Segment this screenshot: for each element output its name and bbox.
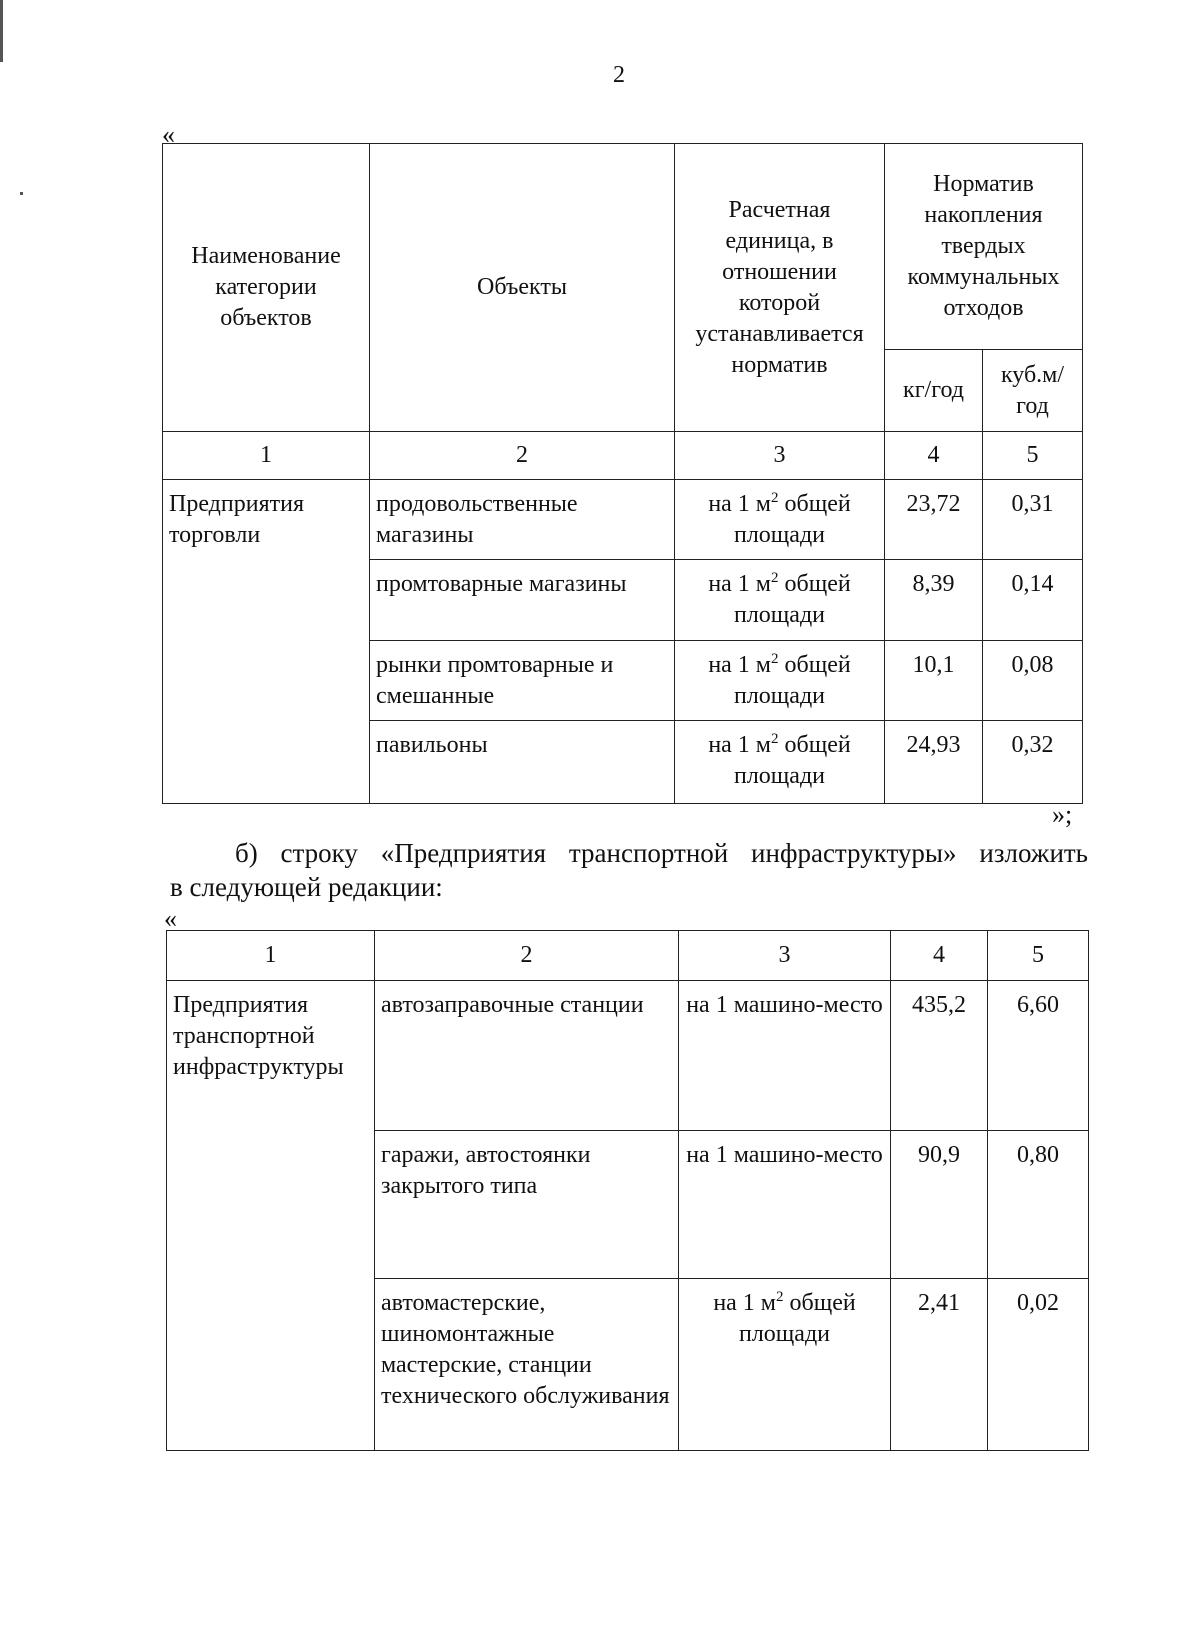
kg-value-cell: 2,41 [891, 1279, 988, 1451]
header-objects: Объекты [370, 144, 675, 432]
m3-value-cell: 0,08 [983, 641, 1083, 721]
unit-cell: на 1 $м^2$ общей площади [679, 1279, 891, 1451]
column-number: 4 [891, 931, 988, 981]
m3-value-cell: 0,02 [988, 1279, 1089, 1451]
norms-table-trade [162, 143, 1083, 804]
category-cell: Предприятия транспортной инфраструктуры [167, 981, 375, 1451]
kg-value-cell: 8,39 [885, 560, 983, 641]
paragraph-line: б) строку «Предприятия транспортной инфраструктуры» изложить [235, 838, 1088, 868]
kg-value-cell: 10,1 [885, 641, 983, 721]
unit-cell: на 1 машино-место [679, 1131, 891, 1279]
unit-cell: на 1 машино-место [679, 981, 891, 1131]
column-number: 2 [375, 931, 679, 981]
scan-edge-mark [0, 0, 3, 62]
norms-table-transport [166, 930, 1089, 1451]
closing-quote: »; [1052, 800, 1073, 829]
m3-value-cell: 0,80 [988, 1131, 1089, 1279]
object-cell: промтоварные магазины [370, 560, 675, 641]
object-cell: автомастерские, шиномонтажные мастерские, станции технического обслуживания [375, 1279, 679, 1451]
table-row [167, 981, 1089, 1131]
unit-cell: на 1 $м^2$ общей площади [675, 560, 885, 641]
m3-value-cell: 0,14 [983, 560, 1083, 641]
opening-quote: « [164, 904, 177, 933]
page-number: 2 [613, 62, 625, 88]
m3-value-cell: 6,60 [988, 981, 1089, 1131]
unit-cell: на 1 $м^2$ общей площади [675, 641, 885, 721]
amendment-paragraph [170, 836, 1088, 904]
column-number: 4 [885, 432, 983, 480]
object-cell: гаражи, автостоянки закрытого типа [375, 1131, 679, 1279]
header-norm: Норматив накопления твердых коммунальных отходов [885, 144, 1083, 350]
column-number: 2 [370, 432, 675, 480]
table-row [163, 480, 1083, 560]
object-cell: рынки промтоварные и смешанные [370, 641, 675, 721]
column-number: 1 [167, 931, 375, 981]
column-number: 3 [679, 931, 891, 981]
unit-cell: на 1 $м^2$ общей площади [675, 721, 885, 804]
kg-value-cell: 435,2 [891, 981, 988, 1131]
unit-cell: на 1 $м^2$ общей площади [675, 480, 885, 560]
kg-value-cell: 24,93 [885, 721, 983, 804]
kg-value-cell: 23,72 [885, 480, 983, 560]
header-m3-per-year: куб.м/ год [983, 350, 1083, 432]
column-number-row [163, 432, 1083, 480]
header-unit: Расчетная единица, в отношении которой устанавливается норматив [675, 144, 885, 432]
m3-value-cell: 0,32 [983, 721, 1083, 804]
m3-value-cell: 0,31 [983, 480, 1083, 560]
column-number: 1 [163, 432, 370, 480]
column-number: 3 [675, 432, 885, 480]
category-cell: Предприятия торговли [163, 480, 370, 804]
opening-quote: « [162, 120, 175, 149]
column-number: 5 [983, 432, 1083, 480]
object-cell: автозаправочные станции [375, 981, 679, 1131]
object-cell: продовольственные магазины [370, 480, 675, 560]
object-cell: павильоны [370, 721, 675, 804]
header-kg-per-year: кг/год [885, 350, 983, 432]
scan-dot [20, 192, 23, 195]
kg-value-cell: 90,9 [891, 1131, 988, 1279]
column-number: 5 [988, 931, 1089, 981]
paragraph-line: в следующей редакции: [170, 872, 443, 902]
column-number-row [167, 931, 1089, 981]
header-category: Наименование категории объектов [163, 144, 370, 432]
